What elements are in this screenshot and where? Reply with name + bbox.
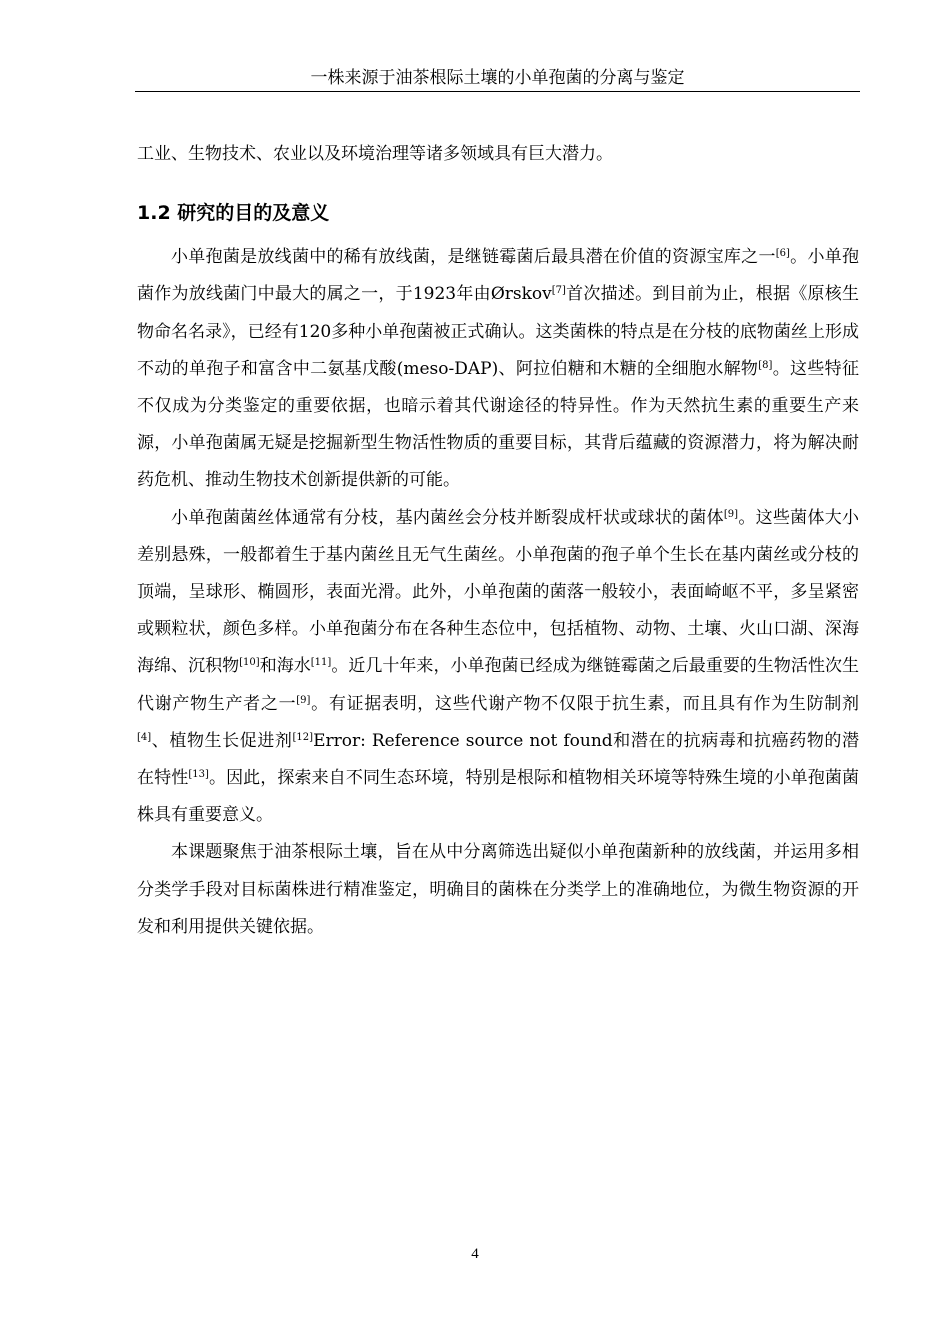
paragraph-text: 、植物生长促进剂 [151,730,293,751]
running-header: 一株来源于油茶根际土壤的小单孢菌的分离与鉴定 [310,68,685,88]
citation-ref: [4] [137,731,152,743]
paragraph-objective: 本课题聚焦于油茶根际土壤，旨在从中分离筛选出疑似小单孢菌新种的放线菌，并运用多相分类学手段对目标菌株进行精准鉴定，明确目的菌株在分类学上的准确地位，为微生物资源的开发和利用提供关键依据。 [137,842,859,937]
paragraph-purpose [137,239,859,499]
main-content [137,136,859,946]
paragraph-text: 首次描述。到目前为止，根据《原核生物命名名录》，已经有120多种小单孢菌被正式确认。这类菌株的特点是在分枝的底物菌丝上形成不动的单孢子和富含中二氨基戊酸(meso-DAP)、阿拉伯糖和木糖的全细胞水解物 [137,284,859,379]
citation-ref: [13] [188,769,209,781]
citation-ref: [9] [296,694,311,706]
paragraph-text: 。这些菌体大小差别悬殊，一般都着生于基内菌丝且无气生菌丝。小单孢菌的孢子单个生长在基内菌丝或分枝的顶端，呈球形、椭圆形，表面光滑。此外，小单孢菌的菌落一般较小，表面崎岖不平，多呈紧密或颗粒状，颜色多样。小单孢菌分布在各种生态位中，包括植物、动物、土壤、火山口湖、深海海绵、沉积物 [137,507,860,677]
header-rule [135,91,860,92]
section-heading: 1.2 研究的目的及意义 [137,202,330,225]
paragraph-continued: 工业、生物技术、农业以及环境治理等诸多领域具有巨大潜力。 [137,144,613,164]
citation-ref: [7] [551,285,566,297]
paragraph-text: 。因此，探索来自不同生态环境，特别是根际和植物相关环境等特殊生境的小单孢菌菌株具有重要意义。 [137,768,859,826]
citation-ref: [9] [723,508,739,520]
citation-ref: [12] [292,731,314,743]
paragraph-text: 。有证据表明，这些代谢产物不仅限于抗生素，而且具有作为生防制剂 [310,693,860,714]
citation-ref: [11] [310,657,332,669]
paragraph-text: 。这些特征不仅成为分类鉴定的重要依据，也暗示着其代谢途径的特异性。作为天然抗生素的重要生产来源，小单孢菌属无疑是挖掘新型生物活性物质的重要目标，其背后蕴藏的资源潜力，将为解决耐药危机、推动生物技术创新提供新的可能。 [137,358,859,491]
paragraph-text: 。小单孢菌作为放线菌门中最大的属之一，于1923年由Ørskov [137,247,860,305]
citation-ref: [8] [758,359,773,371]
citation-ref: [6] [775,248,790,260]
paragraph-text: Error: Reference source not found和潜在的抗病毒和抗癌药物的潜在特性 [137,730,860,789]
paragraph-text: 小单孢菌是放线菌中的稀有放线菌，是继链霉菌后最具潜在价值的资源宝库之一 [171,247,776,268]
paragraph-text: 小单孢菌菌丝体通常有分枝，基内菌丝会分枝并断裂成杆状或球状的菌体 [171,507,724,528]
page-number: 4 [471,1246,479,1262]
paragraph-text: 和海水 [259,656,311,677]
paragraph-text: 。近几十年来，小单孢菌已经成为继链霉菌之后最重要的生物活性次生代谢产物生产者之一 [137,656,860,714]
citation-ref: [10] [239,657,260,669]
paragraph-morphology [137,500,859,835]
